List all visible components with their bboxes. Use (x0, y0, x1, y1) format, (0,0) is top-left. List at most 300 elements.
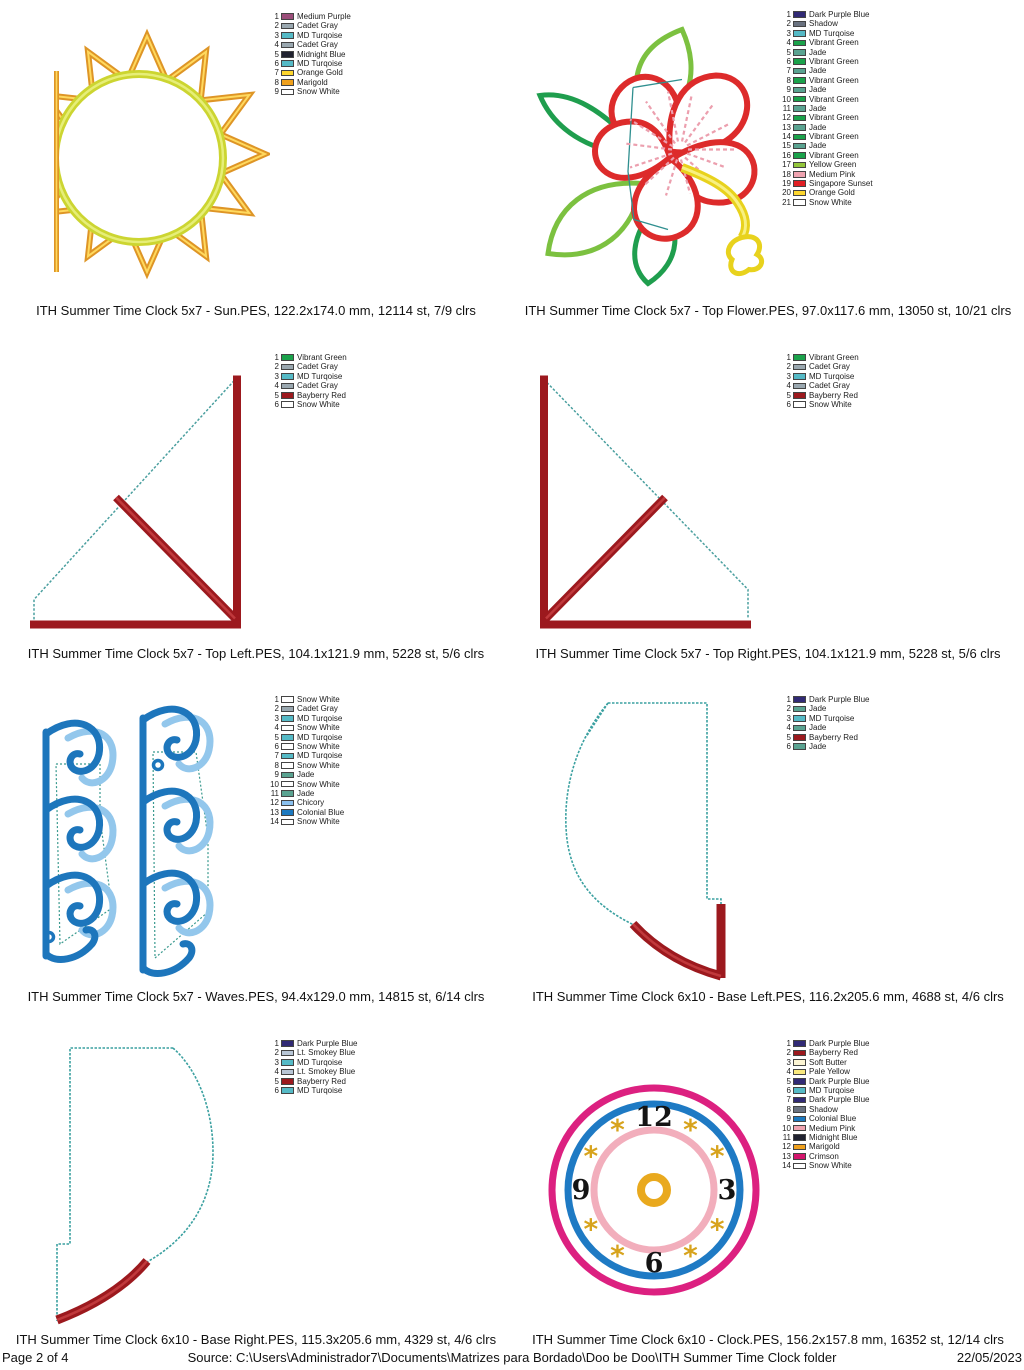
thread-color-swatch (281, 51, 294, 58)
legend-row (268, 12, 351, 21)
waves-caption: ITH Summer Time Clock 5x7 - Waves.PES, 94.4x129.0 mm, 14815 st, 6/14 clrs (27, 989, 485, 1004)
thread-name: Dark Purple Blue (809, 1039, 870, 1048)
thread-color-swatch (793, 1153, 806, 1160)
thread-color-swatch (281, 819, 294, 826)
waves-design-preview (20, 698, 250, 988)
thread-color-swatch (793, 706, 806, 713)
thread-name: Bayberry Red (809, 732, 858, 742)
thread-name: Shadow (809, 19, 838, 29)
thread-number: 1 (274, 353, 279, 362)
thread-name: Cadet Gray (297, 362, 338, 372)
thread-color-swatch (793, 1125, 806, 1132)
thread-color-swatch (793, 68, 806, 75)
legend-row (780, 723, 869, 732)
svg-text:*: * (610, 1239, 625, 1273)
sun-thread-legend (268, 12, 351, 97)
legend-row (268, 1058, 357, 1067)
thread-color-swatch (281, 392, 294, 399)
thread-name: Midnight Blue (297, 49, 346, 59)
thread-number: 20 (782, 188, 791, 198)
thread-color-swatch (281, 743, 294, 750)
thread-number: 6 (274, 399, 279, 409)
legend-row (780, 66, 873, 75)
legend-row (780, 10, 873, 19)
thread-number: 5 (274, 390, 279, 400)
svg-text:9: 9 (571, 1175, 591, 1206)
svg-text:*: * (583, 1139, 599, 1173)
thread-color-swatch (793, 124, 806, 131)
base-satin-stitch (633, 904, 721, 978)
legend-row (780, 1152, 869, 1161)
legend-row (780, 151, 873, 160)
legend-row (780, 141, 873, 150)
thread-name: Cadet Gray (297, 21, 338, 31)
legend-row (780, 1114, 869, 1123)
svg-text:*: * (583, 1212, 599, 1246)
thread-number: 1 (274, 12, 279, 21)
thread-color-swatch (793, 1134, 806, 1141)
thread-number: 14 (270, 817, 279, 827)
thread-color-swatch (793, 49, 806, 56)
thread-number: 10 (782, 1123, 791, 1133)
legend-row (780, 742, 869, 751)
thread-name: Bayberry Red (809, 390, 858, 400)
thread-color-swatch (281, 32, 294, 39)
thread-number: 5 (786, 732, 791, 742)
thread-color-swatch (281, 715, 294, 722)
legend-row (780, 188, 873, 197)
legend-row (268, 789, 344, 798)
legend-row (780, 95, 873, 104)
clock-caption: ITH Summer Time Clock 6x10 - Clock.PES, 156.2x157.8 mm, 16352 st, 12/14 clrs (532, 1332, 1004, 1347)
thread-number: 10 (270, 779, 279, 789)
thread-name: Jade (809, 704, 827, 714)
legend-row (780, 695, 869, 704)
thread-name: Vibrant Green (809, 353, 859, 362)
thread-name: Lt. Smokey Blue (297, 1048, 356, 1058)
thread-name: MD Turqoise (297, 732, 343, 742)
thread-number: 4 (274, 381, 279, 391)
legend-row (780, 353, 859, 362)
thread-number: 1 (786, 353, 791, 362)
thread-number: 4 (274, 723, 279, 733)
legend-row (780, 85, 873, 94)
thread-name: Jade (809, 741, 827, 751)
legend-row (780, 733, 869, 742)
thread-number: 5 (274, 1076, 279, 1086)
thread-color-swatch (793, 40, 806, 47)
thread-name: Vibrant Green (809, 150, 859, 160)
thread-name: Bayberry Red (297, 390, 346, 400)
thread-name: Snow White (297, 695, 340, 704)
thread-name: Medium Pink (809, 1123, 856, 1133)
thread-number: 2 (274, 21, 279, 31)
thread-name: Snow White (809, 399, 852, 409)
thread-number: 4 (786, 38, 791, 48)
thread-number: 2 (786, 1048, 791, 1058)
page-number: Page 2 of 4 (2, 1350, 69, 1365)
legend-row (780, 57, 873, 66)
thread-name: MD Turqoise (297, 58, 343, 68)
thread-number: 5 (786, 47, 791, 57)
thread-name: Cadet Gray (297, 381, 338, 391)
top-flower-thread-legend (780, 10, 873, 207)
thread-name: Singapore Sunset (809, 179, 873, 189)
legend-row (780, 1133, 869, 1142)
thread-name: MD Turqoise (297, 1085, 343, 1095)
thread-color-swatch (281, 373, 294, 380)
thread-name: Pale Yellow (809, 1067, 850, 1077)
thread-number: 9 (786, 1114, 791, 1124)
thread-number: 2 (786, 362, 791, 372)
thread-color-swatch (281, 60, 294, 67)
thread-name: Chicory (297, 798, 325, 808)
legend-row (780, 1095, 869, 1104)
base-outline (57, 1048, 213, 1321)
thread-name: Snow White (297, 87, 340, 97)
thread-number: 6 (274, 58, 279, 68)
legend-row (268, 761, 344, 770)
thread-number: 6 (786, 741, 791, 751)
thread-number: 12 (270, 798, 279, 808)
thread-name: Jade (809, 141, 827, 151)
legend-row (268, 704, 344, 713)
thread-number: 2 (274, 704, 279, 714)
thread-name: Jade (809, 85, 827, 95)
sun-design-preview (25, 18, 270, 290)
thread-number: 3 (274, 371, 279, 381)
legend-row (780, 170, 873, 179)
thread-name: Snow White (297, 399, 340, 409)
thread-number: 5 (786, 1076, 791, 1086)
thread-number: 8 (786, 75, 791, 85)
thread-name: Medium Purple (297, 12, 351, 21)
thread-name: Snow White (297, 723, 340, 733)
base-left-caption: ITH Summer Time Clock 6x10 - Base Left.PES, 116.2x205.6 mm, 4688 st, 4/6 clrs (532, 989, 1004, 1004)
thread-color-swatch (793, 1050, 806, 1057)
thread-number: 21 (782, 197, 791, 207)
thread-name: Jade (809, 103, 827, 113)
thread-color-swatch (793, 354, 806, 361)
legend-row (268, 362, 347, 371)
base-left-thread-legend (780, 695, 869, 751)
legend-row (268, 780, 344, 789)
thread-color-swatch (281, 800, 294, 807)
legend-row (780, 160, 873, 169)
thread-name: MD Turqoise (809, 1085, 855, 1095)
thread-number: 11 (782, 103, 791, 113)
thread-color-swatch (793, 373, 806, 380)
thread-color-swatch (793, 96, 806, 103)
legend-row (780, 372, 859, 381)
legend-row (268, 87, 351, 96)
thread-name: Jade (297, 770, 315, 780)
svg-text:12: 12 (635, 1102, 673, 1133)
thread-number: 2 (274, 1048, 279, 1058)
thread-color-swatch (281, 725, 294, 732)
thread-color-swatch (281, 734, 294, 741)
svg-text:*: * (709, 1212, 725, 1246)
thread-color-swatch (281, 772, 294, 779)
legend-row (268, 68, 351, 77)
legend-row (268, 59, 351, 68)
thread-number: 6 (274, 1085, 279, 1095)
thread-color-swatch (793, 1078, 806, 1085)
thread-color-swatch (281, 781, 294, 788)
legend-row (780, 123, 873, 132)
legend-row (780, 381, 859, 390)
legend-row (780, 1067, 869, 1076)
legend-row (268, 798, 344, 807)
clock-design-preview (540, 1075, 775, 1315)
thread-color-swatch (281, 23, 294, 30)
legend-row (268, 21, 351, 30)
legend-row (268, 50, 351, 59)
legend-row (780, 1105, 869, 1114)
thread-number: 15 (782, 141, 791, 151)
thread-number: 16 (782, 150, 791, 160)
thread-name: Vibrant Green (809, 94, 859, 104)
thread-number: 8 (274, 760, 279, 770)
legend-row (780, 38, 873, 47)
thread-number: 2 (274, 362, 279, 372)
legend-row (268, 723, 344, 732)
svg-text:*: * (610, 1113, 625, 1146)
thread-name: Dark Purple Blue (809, 695, 870, 704)
legend-row (780, 714, 869, 723)
thread-number: 5 (274, 49, 279, 59)
thread-color-swatch (793, 143, 806, 150)
svg-text:*: * (709, 1139, 725, 1173)
thread-name: Snow White (809, 197, 852, 207)
thread-number: 1 (786, 10, 791, 19)
legend-row (780, 19, 873, 28)
thread-color-swatch (793, 190, 806, 197)
clock-center-grommet (641, 1177, 667, 1203)
top-right-thread-legend (780, 353, 859, 409)
thread-number: 1 (786, 1039, 791, 1048)
legend-row (780, 198, 873, 207)
thread-number: 3 (786, 1057, 791, 1067)
top-flower-caption: ITH Summer Time Clock 5x7 - Top Flower.PES, 97.0x117.6 mm, 13050 st, 10/21 clrs (524, 303, 1012, 318)
base-right-thread-legend (268, 1039, 357, 1095)
legend-row (780, 362, 859, 371)
thread-color-swatch (793, 715, 806, 722)
thread-name: Orange Gold (809, 188, 855, 198)
legend-row (780, 48, 873, 57)
thread-number: 14 (782, 132, 791, 142)
thread-color-swatch (281, 383, 294, 390)
legend-row (268, 733, 344, 742)
thread-name: Vibrant Green (809, 132, 859, 142)
legend-row (780, 1086, 869, 1095)
thread-name: MD Turqoise (809, 371, 855, 381)
thread-name: Lt. Smokey Blue (297, 1067, 356, 1077)
thread-number: 3 (786, 28, 791, 38)
thread-number: 3 (274, 30, 279, 40)
thread-number: 10 (782, 94, 791, 104)
thread-number: 11 (270, 788, 279, 798)
thread-color-swatch (793, 1097, 806, 1104)
thread-color-swatch (281, 42, 294, 49)
triangle-hypotenuse-line (544, 380, 748, 618)
sun-caption: ITH Summer Time Clock 5x7 - Sun.PES, 122.2x174.0 mm, 12114 st, 7/9 clrs (36, 303, 476, 318)
thread-name: Jade (809, 122, 827, 132)
thread-number: 2 (786, 704, 791, 714)
thread-number: 7 (274, 68, 279, 78)
base-left-graphic (540, 695, 770, 990)
thread-color-swatch (793, 1106, 806, 1113)
thread-number: 17 (782, 160, 791, 170)
thread-number: 3 (274, 1057, 279, 1067)
thread-name: Marigold (809, 1142, 840, 1152)
svg-text:3: 3 (717, 1175, 737, 1206)
thread-name: Vibrant Green (809, 113, 859, 123)
thread-name: MD Turqoise (297, 30, 343, 40)
legend-row (268, 31, 351, 40)
legend-row (268, 1039, 357, 1048)
thread-color-swatch (281, 809, 294, 816)
thread-name: Snow White (809, 1161, 852, 1171)
thread-number: 12 (782, 113, 791, 123)
thread-color-swatch (793, 115, 806, 122)
top-right-caption: ITH Summer Time Clock 5x7 - Top Right.PES, 104.1x121.9 mm, 5228 st, 5/6 clrs (535, 646, 1001, 661)
legend-row (780, 104, 873, 113)
top-left-graphic (18, 366, 253, 634)
thread-color-swatch (281, 354, 294, 361)
base-left-design-preview (540, 695, 770, 990)
thread-color-swatch (793, 21, 806, 28)
thread-number: 1 (786, 695, 791, 704)
thread-color-swatch (793, 1144, 806, 1151)
thread-color-swatch (281, 79, 294, 86)
thread-color-swatch (793, 58, 806, 65)
legend-row (268, 353, 347, 362)
thread-color-swatch (793, 734, 806, 741)
date: 22/05/2023 (956, 1350, 1022, 1365)
thread-number: 3 (274, 713, 279, 723)
thread-name: Bayberry Red (809, 1048, 858, 1058)
thread-name: Dark Purple Blue (809, 1076, 870, 1086)
thread-color-swatch (793, 30, 806, 37)
legend-row (268, 78, 351, 87)
thread-color-swatch (793, 743, 806, 750)
legend-row (780, 1058, 869, 1067)
legend-row (268, 817, 344, 826)
thread-name: Snow White (297, 817, 340, 827)
thread-number: 8 (274, 77, 279, 87)
thread-number: 14 (782, 1161, 791, 1171)
thread-color-swatch (793, 77, 806, 84)
thread-number: 6 (274, 741, 279, 751)
thread-name: MD Turqoise (297, 751, 343, 761)
thread-color-swatch (793, 401, 806, 408)
top-right-graphic (528, 366, 763, 634)
thread-color-swatch (281, 762, 294, 769)
thread-color-swatch (281, 70, 294, 77)
top-left-design-preview (18, 366, 253, 634)
base-satin-stitch (57, 1261, 147, 1320)
thread-color-swatch (793, 383, 806, 390)
thread-number: 6 (786, 399, 791, 409)
thread-name: MD Turqoise (809, 713, 855, 723)
svg-text:*: * (683, 1113, 698, 1146)
thread-color-swatch (281, 1069, 294, 1076)
thread-color-swatch (281, 401, 294, 408)
thread-name: MD Turqoise (297, 371, 343, 381)
thread-color-swatch (281, 1087, 294, 1094)
legend-row (780, 113, 873, 122)
legend-row (780, 76, 873, 85)
wave-outlines (45, 709, 197, 973)
svg-text:6: 6 (644, 1248, 664, 1279)
page-footer (0, 1350, 1024, 1368)
thread-name: Vibrant Green (809, 75, 859, 85)
triangle-hypotenuse-line (34, 378, 237, 620)
thread-name: Cadet Gray (297, 40, 338, 50)
sun-graphic (25, 18, 270, 290)
legend-row (780, 132, 873, 141)
legend-row (780, 1039, 869, 1048)
thread-color-swatch (793, 1163, 806, 1170)
thread-number: 7 (274, 751, 279, 761)
thread-color-swatch (793, 725, 806, 732)
thread-number: 4 (786, 381, 791, 391)
legend-row (268, 40, 351, 49)
thread-name: Dark Purple Blue (809, 1095, 870, 1105)
thread-number: 13 (270, 807, 279, 817)
top-right-design-preview (528, 366, 763, 634)
thread-name: Cadet Gray (809, 362, 850, 372)
thread-number: 6 (786, 56, 791, 66)
thread-color-swatch (793, 180, 806, 187)
thread-name: Orange Gold (297, 68, 343, 78)
thread-name: Medium Pink (809, 169, 856, 179)
legend-row (780, 1142, 869, 1151)
legend-row (268, 1086, 357, 1095)
thread-name: Dark Purple Blue (297, 1039, 358, 1048)
thread-number: 7 (786, 66, 791, 76)
legend-row (268, 400, 347, 409)
legend-row (268, 1048, 357, 1057)
thread-color-swatch (793, 171, 806, 178)
legend-row (268, 1067, 357, 1076)
legend-row (268, 770, 344, 779)
thread-number: 4 (786, 723, 791, 733)
thread-name: Jade (297, 788, 315, 798)
legend-row (268, 751, 344, 760)
thread-name: Dark Purple Blue (809, 10, 870, 19)
thread-color-swatch (793, 162, 806, 169)
legend-row (780, 1048, 869, 1057)
legend-row (780, 704, 869, 713)
thread-name: Colonial Blue (297, 807, 345, 817)
thread-number: 3 (786, 713, 791, 723)
waves-graphic (20, 698, 250, 988)
thread-color-swatch (281, 706, 294, 713)
thread-color-swatch (793, 11, 806, 18)
thread-number: 11 (782, 1132, 791, 1142)
legend-row (268, 742, 344, 751)
thread-name: Snow White (297, 741, 340, 751)
thread-color-swatch (281, 753, 294, 760)
thread-name: Yellow Green (809, 160, 857, 170)
thread-color-swatch (281, 1059, 294, 1066)
thread-color-swatch (281, 1050, 294, 1057)
thread-number: 13 (782, 1151, 791, 1161)
thread-color-swatch (281, 790, 294, 797)
thread-number: 9 (274, 87, 279, 97)
